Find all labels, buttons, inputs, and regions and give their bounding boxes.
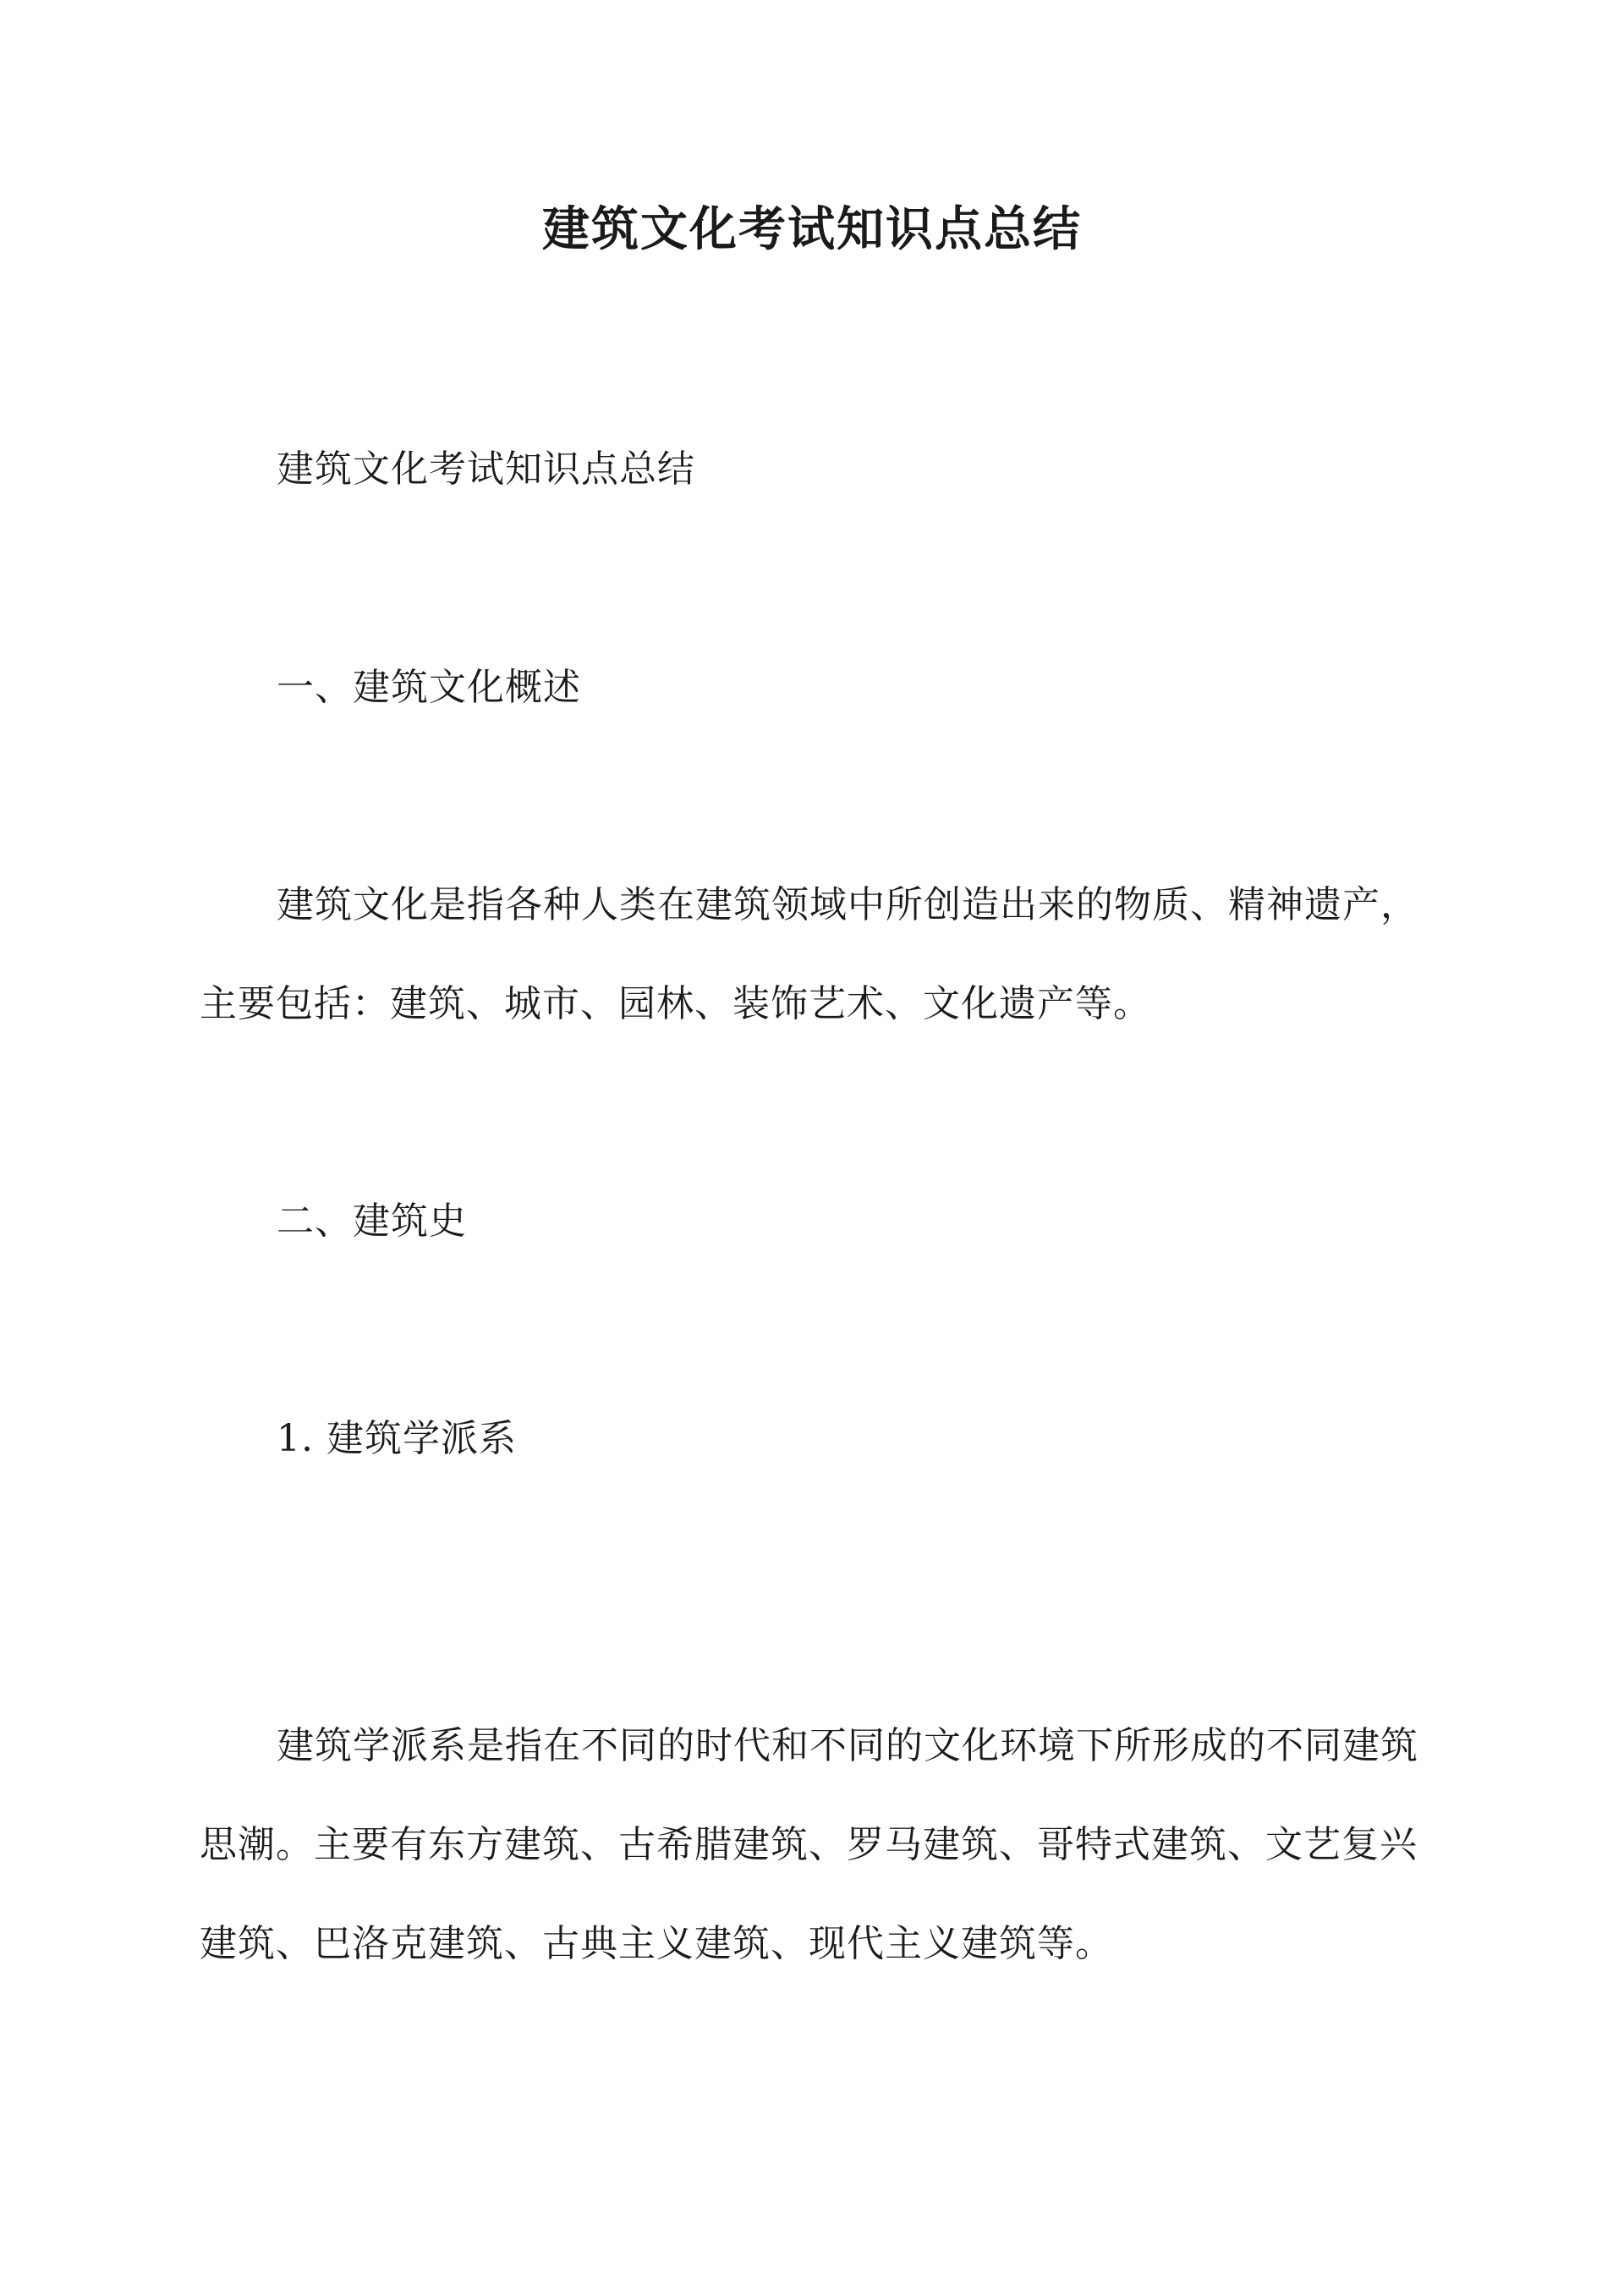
section-1-paragraph-line-1: 建筑文化是指各种人类在建筑领域中所创造出来的物质、精神遗产，: [277, 883, 1418, 926]
section-2-heading: 二、建筑史: [277, 1200, 467, 1243]
section-1-heading: 一、建筑文化概述: [277, 666, 581, 709]
document-subtitle: 建筑文化考试知识点总结: [277, 448, 695, 491]
subsection-1-paragraph-line-1: 建筑学派系是指在不同的时代和不同的文化环境下所形成的不同建筑: [277, 1724, 1418, 1767]
document-title: 建筑文化考试知识点总结: [542, 201, 1082, 257]
subsection-1-paragraph-line-2: 思潮。主要有东方建筑、古希腊建筑、罗马建筑、哥特式建筑、文艺复兴: [200, 1823, 1418, 1866]
subsection-1-paragraph-line-3: 建筑、巴洛克建筑、古典主义建筑、现代主义建筑等。: [200, 1922, 1113, 1965]
subsection-1-heading: 1. 建筑学派系: [277, 1417, 517, 1460]
section-1-paragraph-line-2: 主要包括：建筑、城市、园林、装饰艺术、文化遗产等。: [200, 982, 1151, 1025]
